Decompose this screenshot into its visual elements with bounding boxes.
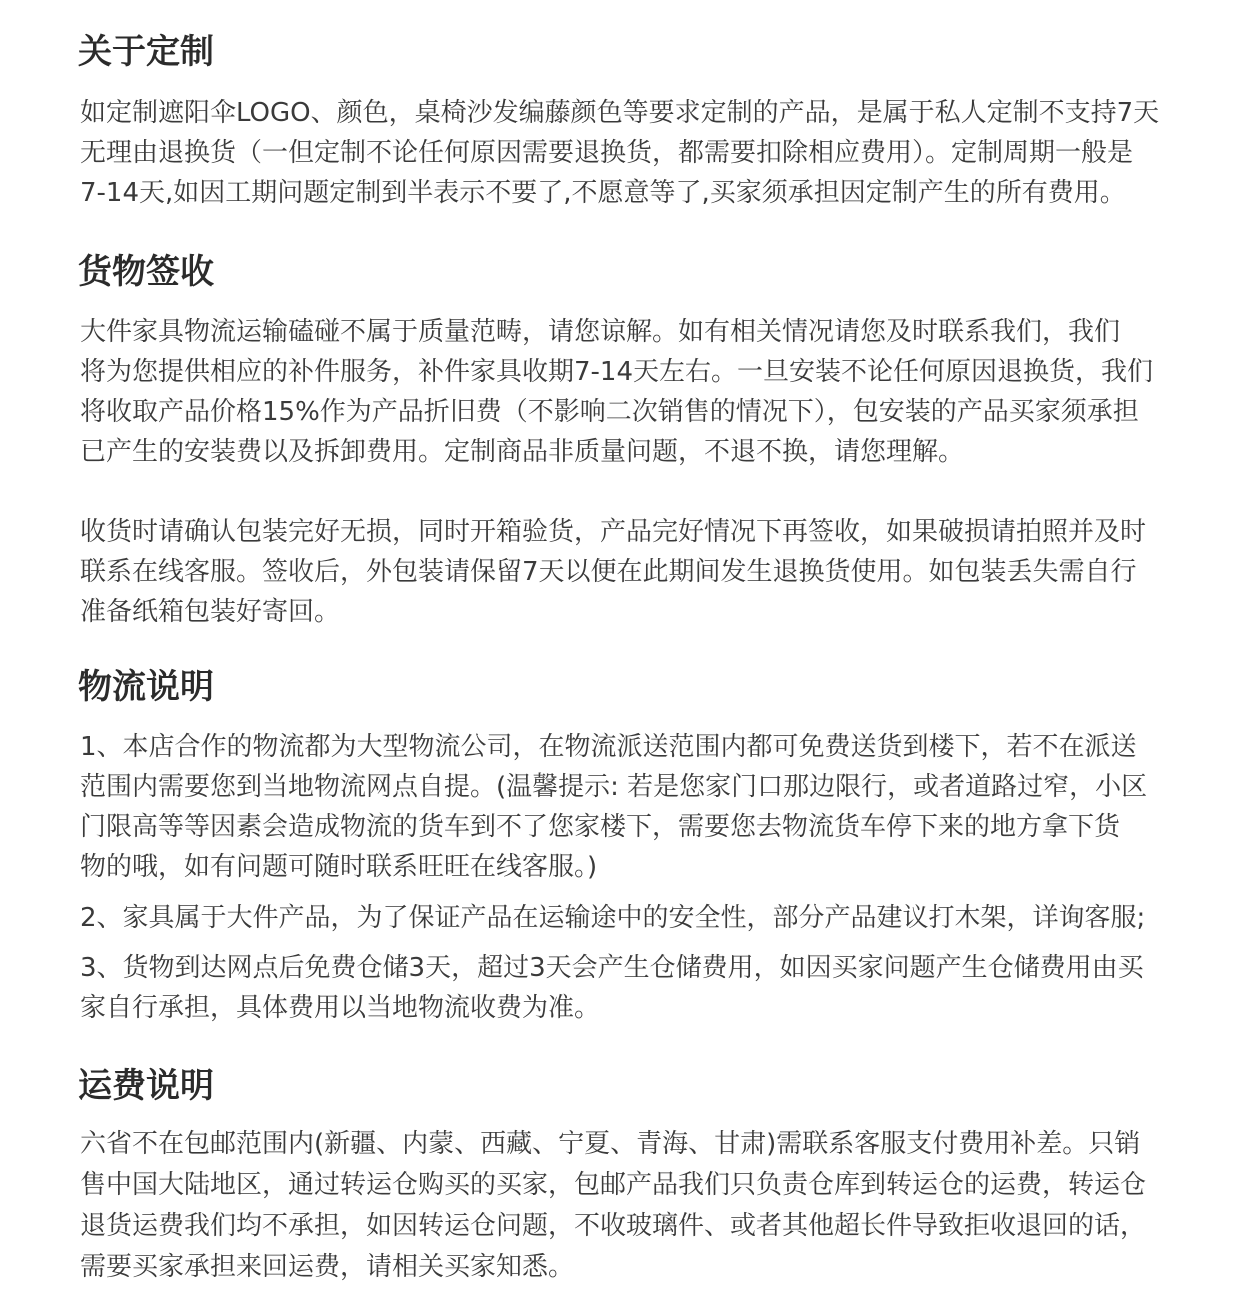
text-line: 如定制遮阳伞LOGO、颜色，桌椅沙发编藤颜色等要求定制的产品，是属于私人定制不支持7天 xyxy=(80,98,1160,128)
text-line: 大件家具物流运输磕碰不属于质量范畴，请您谅解。如有相关情况请您及时联系我们，我们 xyxy=(80,317,1121,347)
text-line: 无理由退换货（一但定制不论任何原因需要退换货，都需要扣除相应费用）。定制周期一般是 xyxy=(80,138,1134,168)
receipt-paragraph-2 xyxy=(80,512,1146,632)
customization-paragraph xyxy=(80,93,1159,213)
text-line: 家自行承担，具体费用以当地物流收费为准。 xyxy=(80,993,601,1023)
text-line: 退货运费我们均不承担，如因转运仓问题，不收玻璃件、或者其他超长件导致拒收退回的话， xyxy=(80,1211,1147,1241)
text-line: 已产生的安装费以及拆卸费用。定制商品非质量问题，不退不换，请您理解。 xyxy=(80,437,965,467)
text-line: 范围内需要您到当地物流网点自提。(温馨提示: 若是您家门口那边限行，或者道路过窄，小区 xyxy=(80,772,1148,802)
section-title-logistics: 物流说明 xyxy=(78,667,214,707)
text-line: 物的哦，如有问题可随时联系旺旺在线客服。) xyxy=(80,852,598,882)
text-line: 六省不在包邮范围内(新疆、内蒙、西藏、宁夏、青海、甘肃)需联系客服支付费用补差。只销 xyxy=(80,1129,1141,1159)
text-line: 7-14天,如因工期问题定制到半表示不要了,不愿意等了,买家须承担因定制产生的所有费用。 xyxy=(80,178,1126,208)
shipping-fee-paragraph xyxy=(80,1124,1146,1288)
text-line: 门限高等等因素会造成物流的货车到不了您家楼下，需要您去物流货车停下来的地方拿下货 xyxy=(80,812,1121,842)
receipt-paragraph-1 xyxy=(80,312,1153,472)
section-title-receipt: 货物签收 xyxy=(78,252,214,292)
text-line: 联系在线客服。签收后，外包装请保留7天以便在此期间发生退换货使用。如包装丢失需自行 xyxy=(80,557,1137,587)
text-line: 准备纸箱包装好寄回。 xyxy=(80,597,341,627)
text-line: 1、本店合作的物流都为大型物流公司，在物流派送范围内都可免费送货到楼下，若不在派送 xyxy=(80,732,1137,762)
text-line: 将收取产品价格15%作为产品折旧费（不影响二次销售的情况下），包安装的产品买家须承担 xyxy=(80,397,1139,427)
text-line: 将为您提供相应的补件服务，补件家具收期7-14天左右。一旦安装不论任何原因退换货，我们 xyxy=(80,357,1154,387)
text-line: 收货时请确认包装完好无损，同时开箱验货，产品完好情况下再签收，如果破损请拍照并及时 xyxy=(80,517,1147,547)
logistics-item-1 xyxy=(80,727,1147,887)
text-line: 2、家具属于大件产品，为了保证产品在运输途中的安全性，部分产品建议打木架，详询客服; xyxy=(80,903,1146,933)
logistics-item-3 xyxy=(80,948,1144,1028)
text-line: 售中国大陆地区，通过转运仓购买的买家，包邮产品我们只负责仓库到转运仓的运费，转运仓 xyxy=(80,1170,1147,1200)
section-title-shipping-fee: 运费说明 xyxy=(78,1066,214,1106)
logistics-item-2 xyxy=(80,898,1145,938)
section-title-customization: 关于定制 xyxy=(78,32,214,72)
text-line: 需要买家承担来回运费，请相关买家知悉。 xyxy=(80,1252,575,1282)
text-line: 3、货物到达网点后免费仓储3天，超过3天会产生仓储费用，如因买家问题产生仓储费用由买 xyxy=(80,953,1144,983)
